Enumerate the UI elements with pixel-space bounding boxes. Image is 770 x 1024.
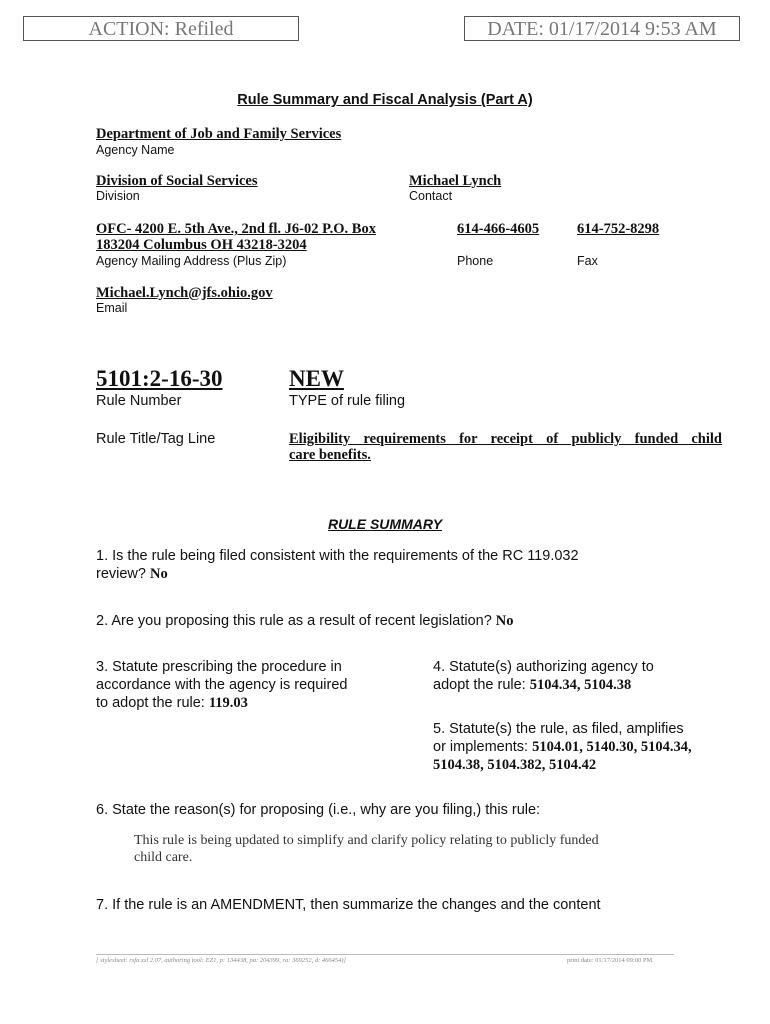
- question-7: 7. If the rule is an AMENDMENT, then summarize the changes and the content: [96, 897, 601, 913]
- phone-number: 614-466-4605: [457, 221, 540, 237]
- question-2: [96, 612, 514, 630]
- rule-type: NEW: [289, 366, 344, 391]
- question-3-answer: 119.03: [208, 695, 248, 711]
- question-1-line-1: 1. Is the rule being filed consistent with the requirements of the RC 119.032: [96, 548, 579, 564]
- question-1-text: review?: [96, 566, 146, 582]
- question-3-line-3: [96, 694, 248, 712]
- rule-title-line-2: care benefits.: [289, 447, 371, 463]
- question-1-line-2: [96, 565, 168, 583]
- date-text: DATE: 01/17/2014 9:53 AM: [487, 18, 717, 40]
- address-line-2: 183204 Columbus OH 43218-3204: [96, 237, 307, 253]
- agency-name: Department of Job and Family Services: [96, 126, 342, 142]
- question-3-line-1: 3. Statute prescribing the procedure in: [96, 659, 342, 675]
- date-box: [464, 16, 740, 41]
- footer-print-date: print date: 01/17/2014 09:00 PM: [567, 957, 653, 964]
- fax-label: Fax: [577, 254, 598, 268]
- rule-number-label: Rule Number: [96, 393, 182, 409]
- page-title: Rule Summary and Fiscal Analysis (Part A): [237, 92, 533, 108]
- question-6-answer-line-1: This rule is being updated to simplify and clarify policy relating to publicly funded: [134, 833, 599, 848]
- question-6: 6. State the reason(s) for proposing (i.e., why are you filing,) this rule:: [96, 802, 541, 818]
- question-5-answer-b: 5104.38, 5104.382, 5104.42: [433, 757, 597, 773]
- rule-number: 5101:2-16-30: [96, 366, 223, 391]
- rule-title-label: Rule Title/Tag Line: [96, 431, 216, 447]
- footer-meta: [ stylesheet: rsfa.xsl 2.07, authoring tool: EZ1, p: 134438, pa: 204399, ra: 369252, d: 466454)]: [96, 957, 347, 964]
- question-5-text: or implements:: [433, 739, 529, 755]
- division-label: Division: [96, 189, 140, 203]
- rule-type-label: TYPE of rule filing: [289, 393, 406, 409]
- division-name: Division of Social Services: [96, 173, 258, 189]
- question-2-text: 2. Are you proposing this rule as a result of recent legislation?: [96, 613, 492, 629]
- question-4-line-2: [433, 676, 631, 694]
- question-4-line-1: 4. Statute(s) authorizing agency to: [433, 659, 654, 675]
- action-box: [23, 16, 299, 41]
- question-6-answer-line-2: child care.: [134, 850, 193, 865]
- fax-number: 614-752-8298: [577, 221, 660, 237]
- question-2-answer: No: [495, 613, 514, 629]
- question-5-answer-a: 5104.01, 5140.30, 5104.34,: [532, 739, 692, 755]
- question-4-answer: 5104.34, 5104.38: [529, 677, 632, 693]
- question-4-text: adopt the rule:: [433, 677, 526, 693]
- contact-label: Contact: [409, 189, 453, 203]
- question-5-line-2: [433, 738, 692, 756]
- question-3-text: to adopt the rule:: [96, 695, 205, 711]
- email-address[interactable]: Michael.Lynch@jfs.ohio.gov: [96, 285, 273, 301]
- question-3-line-2: accordance with the agency is required: [96, 677, 348, 693]
- address-line-1: OFC- 4200 E. 5th Ave., 2nd fl. J6-02 P.O. Box: [96, 221, 376, 237]
- action-text: ACTION: Refiled: [88, 18, 234, 40]
- email-label: Email: [96, 301, 128, 315]
- phone-label: Phone: [457, 254, 494, 268]
- agency-name-label: Agency Name: [96, 143, 175, 157]
- question-1-answer: No: [150, 566, 168, 582]
- rule-title-line-1: Eligibility requirements for receipt of publicly funded child: [289, 431, 722, 447]
- contact-name: Michael Lynch: [409, 173, 502, 189]
- rule-summary-heading: RULE SUMMARY: [327, 516, 443, 532]
- footer-divider: [96, 954, 674, 955]
- question-5-line-1: 5. Statute(s) the rule, as filed, amplifies: [433, 721, 684, 737]
- address-label: Agency Mailing Address (Plus Zip): [96, 254, 287, 268]
